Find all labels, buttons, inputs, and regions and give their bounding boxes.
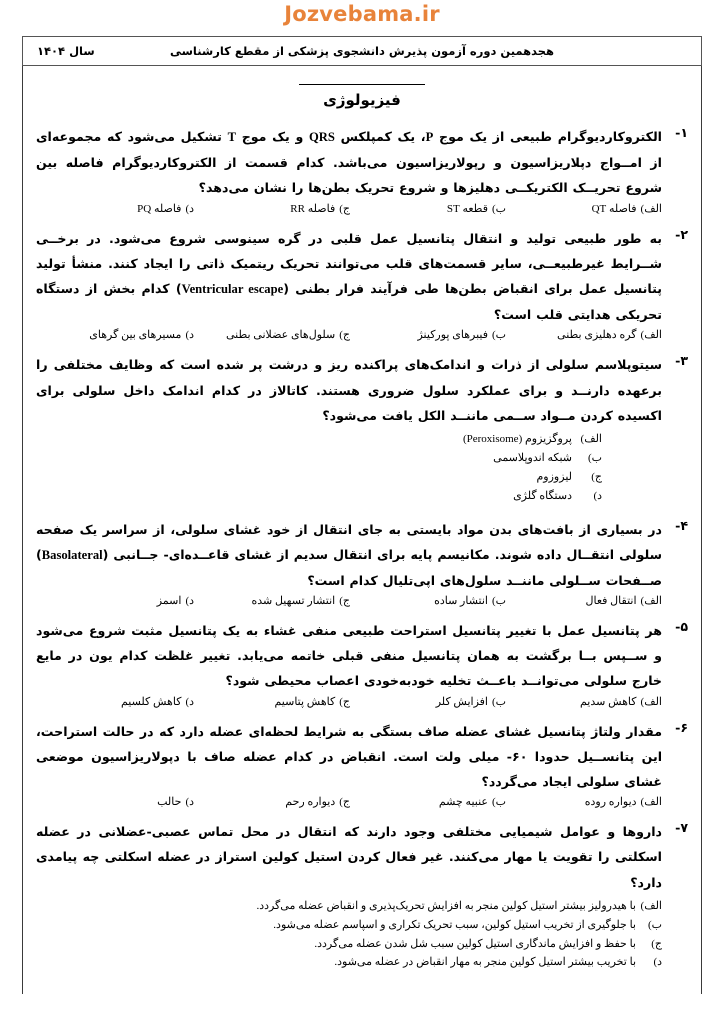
option-label: ب) — [491, 695, 506, 708]
question-head — [36, 517, 688, 594]
question-stem: در بسیاری از بافت‌های بدن مواد بایستی به جای انتقال از خود غشای سلولی، از سراسر یک صفحه سلولی انتقــال داده شوند. مکانیسم پایه برای انتقال سدیم از غشای قاعــده‌ای- جــانبی (Basolateral) صــفحات ســلولی ماننــد سلول‌های اپی‌تلیال کدام است؟ — [36, 521, 662, 588]
option-text: گره دهلیزی بطنی — [557, 329, 637, 342]
option-text: انتشار تسهیل شده — [251, 595, 336, 608]
question-options — [36, 328, 688, 341]
latin-term: Peroxisome — [466, 432, 519, 445]
option-text: فاصله PQ — [137, 202, 182, 215]
option-label: الف) — [640, 202, 662, 215]
option-text: قطعه ST — [446, 202, 488, 215]
option-text: اسمز — [156, 595, 182, 608]
question-item — [36, 352, 688, 505]
answer-option[interactable] — [194, 202, 350, 215]
answer-option[interactable] — [506, 695, 662, 708]
option-label: الف) — [640, 695, 662, 708]
option-label: ج) — [591, 470, 602, 483]
question-item — [36, 226, 688, 342]
answer-option[interactable] — [194, 328, 350, 341]
question-stem: داروها و عوامل شیمیایی مختلفی وجود دارند که انتقال در محل تماس عصبی-عضلانی در عضله اسکلتی را تقویت یا مهار می‌کنند. غیر فعال کردن استیل کولین استراز در عضله اسکلتی چه پیامدی دارد؟ — [36, 824, 662, 890]
answer-option[interactable] — [36, 468, 602, 487]
latin-term: QT — [591, 202, 607, 215]
option-text: کاهش سدیم — [579, 695, 637, 708]
option-text: دستگاه گلژی — [513, 489, 572, 502]
question-head — [36, 226, 688, 328]
option-text: با جلوگیری از تخریب استیل کولین، سبب تحریک تکراری و اسپاسم عضله می‌شود. — [273, 918, 636, 931]
answer-option[interactable] — [194, 795, 350, 808]
answer-option[interactable] — [350, 795, 506, 808]
answer-option[interactable] — [36, 430, 602, 449]
question-number: ۱- — [675, 125, 688, 140]
latin-term: QRS — [309, 130, 335, 144]
answer-option[interactable] — [194, 695, 350, 708]
answer-option[interactable] — [38, 594, 194, 607]
question-head — [36, 124, 688, 201]
question-options — [36, 202, 688, 215]
option-label: الف) — [640, 595, 662, 608]
latin-term: Ventricular escape — [181, 281, 284, 296]
question-options — [36, 430, 688, 506]
question-stem: مقدار ولتاژ پتانسیل غشای عضله صاف بستگی به شرایط لحظه‌ای عضله دارد که در حالت استراحت، این پتانســیل حدودا ۶۰- میلی ولت است. انقباض در کدام عضله صاف با دپولاریزاسیون موضعی غشای سلولی ایجاد می‌گردد؟ — [36, 723, 663, 789]
question-head — [36, 618, 688, 694]
option-text: با هیدرولیز بیشتر استیل کولین منجر به افزایش تحریک‌پذیری و انقباض عضله می‌گردد. — [256, 899, 636, 912]
page-border-right — [701, 36, 702, 994]
option-label: د) — [185, 329, 194, 342]
option-label: ج) — [339, 329, 350, 342]
answer-option[interactable] — [36, 487, 602, 506]
option-text: کاهش کلسیم — [120, 695, 182, 708]
answer-option[interactable] — [350, 695, 506, 708]
answer-option[interactable] — [36, 449, 602, 468]
question-head — [36, 719, 688, 795]
option-text: کاهش پتاسیم — [274, 695, 336, 708]
answer-option[interactable] — [506, 328, 662, 341]
option-text: سلول‌های عضلانی بطنی — [225, 329, 336, 342]
answer-option[interactable] — [38, 795, 194, 808]
question-item — [36, 124, 688, 215]
question-item — [36, 819, 688, 972]
question-options — [36, 795, 688, 808]
answer-option[interactable] — [38, 202, 194, 215]
question-stem: الکتروکاردیوگرام طبیعی از یک موج P، یک کمپلکس QRS و یک موج T تشکیل می‌شود که مجموعه‌ای از امــواج دپلاریزاسیون و رپولاریزاسیون می‌باشد. کدام قسمت از الکتروکاردیوگرام فاصله بین شروع تحریــک الکتریکــی دهلیزها و شروع تحریک بطن‌ها را نشان می‌دهد؟ — [36, 129, 662, 196]
option-label: د) — [593, 489, 602, 502]
option-text: دیواره رحم — [285, 796, 336, 809]
latin-term: Basolateral — [41, 547, 103, 562]
answer-option[interactable] — [506, 594, 662, 607]
option-label: ب) — [491, 595, 506, 608]
option-label: ج) — [339, 695, 350, 708]
latin-term: PQ — [137, 202, 152, 215]
question-options — [36, 695, 688, 708]
answer-option[interactable] — [350, 594, 506, 607]
option-text: عنبیه چشم — [438, 796, 488, 809]
option-text: مسیرهای بین گرهای — [89, 329, 182, 342]
option-label: الف) — [640, 329, 662, 342]
question-item — [36, 517, 688, 608]
latin-term: P — [425, 130, 434, 144]
option-text: حالب — [157, 796, 182, 809]
question-number: ۲- — [675, 226, 688, 242]
option-text: پروگزیزوم (Peroxisome) — [462, 432, 572, 445]
questions-list — [36, 124, 688, 983]
question-head — [36, 819, 688, 895]
subject-title: فیزیولوژی — [323, 91, 401, 109]
option-label: د) — [185, 695, 194, 708]
question-stem: به طور طبیعی تولید و انتقال پتانسیل عمل قلبی در گره سینوسی شروع می‌شود. در برخــی شــرایط غیرطبیعــی، سایر قسمت‌های قلب می‌توانند تحریک ریتمیک ذاتی را ایجاد کنند. منشأ تولید پتانسیل عمل برای انقباض بطن‌ها طی فرآیند فرار بطنی (Ventricular escape) کدام بخش از دستگاه تحریکی هدایتی قلب است؟ — [36, 230, 662, 323]
answer-option[interactable] — [36, 953, 662, 972]
answer-option[interactable] — [38, 695, 194, 708]
option-text: با تخریب بیشتر استیل کولین منجر به مهار انقباض در عضله می‌شود. — [334, 956, 636, 969]
answer-option[interactable] — [506, 202, 662, 215]
question-number: ۴- — [675, 517, 688, 533]
option-text: با حفظ و افزایش ماندگاری استیل کولین سبب شل شدن عضله می‌گردد. — [314, 937, 636, 950]
question-number: ۷- — [675, 820, 688, 836]
option-label: الف) — [640, 899, 662, 912]
question-stem: هر پتانسیل عمل با تغییر پتانسیل استراحت طبیعی منفی غشاء به یک پتانسیل مثبت شروع می‌شود و ســپس بــا برگشت به همان پتانسیل منفی قبلی خاتمه می‌یابد. تغییر غلظت کدام یون در مایع خارج سلولی می‌توانــد باعــث تخلیه خودبه‌خودی اعصاب محیطی شود؟ — [36, 623, 662, 689]
option-text: انتقال فعال — [585, 595, 637, 608]
latin-term: T — [227, 130, 236, 144]
option-text: افزایش کلر — [435, 695, 488, 708]
answer-option[interactable] — [194, 594, 350, 607]
question-number: ۶- — [675, 719, 688, 735]
option-text: فاصله RR — [290, 202, 336, 215]
question-options — [36, 594, 688, 607]
option-label: الف) — [580, 432, 602, 445]
question-item — [36, 719, 688, 809]
question-item — [36, 618, 688, 708]
option-label: ج) — [339, 202, 350, 215]
option-label: د) — [185, 202, 194, 215]
question-head — [36, 352, 688, 428]
exam-year: سال ۱۴۰۴ — [37, 44, 95, 58]
option-label: ب) — [491, 202, 506, 215]
option-text: دیواره روده — [584, 796, 637, 809]
option-text: فیبرهای پورکینژ — [417, 329, 488, 342]
subject-heading — [0, 84, 724, 109]
option-label: د) — [185, 595, 194, 608]
question-number: ۵- — [675, 619, 688, 635]
subject-divider — [299, 84, 425, 85]
option-label: ب) — [491, 329, 506, 342]
option-text: انتشار ساده — [434, 595, 488, 608]
option-label: ج) — [339, 796, 350, 809]
answer-option[interactable] — [350, 328, 506, 341]
question-stem: سیتوپلاسم سلولی از ذرات و اندامک‌های پراکنده ریز و درشت پر شده است که وظایف مختلفی را برعهده دارنــد و برای عملکرد سلول ضروری هستند. کاتالاز در کدام اندامک داخل سلولی برای اکسیده کردن مــواد ســمی ماننــد الکل یافت می‌شود؟ — [36, 357, 662, 423]
option-text: فاصله QT — [591, 202, 637, 215]
option-label: د) — [653, 956, 662, 969]
option-label: ب) — [491, 796, 506, 809]
answer-option[interactable] — [38, 328, 194, 341]
exam-title: هجدهمین دوره آزمون پذیرش دانشجوی پزشکی از مقطع کارشناسی — [169, 44, 555, 58]
site-logo: Jozvebama.ir — [284, 2, 440, 26]
latin-term: RR — [290, 202, 305, 215]
answer-option[interactable] — [36, 897, 662, 916]
option-text: شبکه اندوپلاسمی — [493, 451, 572, 464]
option-label: ج) — [339, 595, 350, 608]
option-label: الف) — [640, 796, 662, 809]
option-label: ج) — [651, 937, 662, 950]
exam-header-box — [22, 36, 702, 66]
option-text: لیزوزوم — [536, 470, 572, 483]
question-number: ۳- — [675, 353, 688, 369]
option-label: ب) — [647, 918, 662, 931]
answer-option[interactable] — [506, 795, 662, 808]
answer-option[interactable] — [350, 202, 506, 215]
page-border-left — [22, 36, 23, 994]
answer-option[interactable] — [36, 916, 662, 935]
answer-option[interactable] — [36, 935, 662, 954]
option-label: د) — [185, 796, 194, 809]
option-label: ب) — [587, 451, 602, 464]
latin-term: ST — [446, 202, 460, 215]
question-options — [36, 897, 688, 973]
